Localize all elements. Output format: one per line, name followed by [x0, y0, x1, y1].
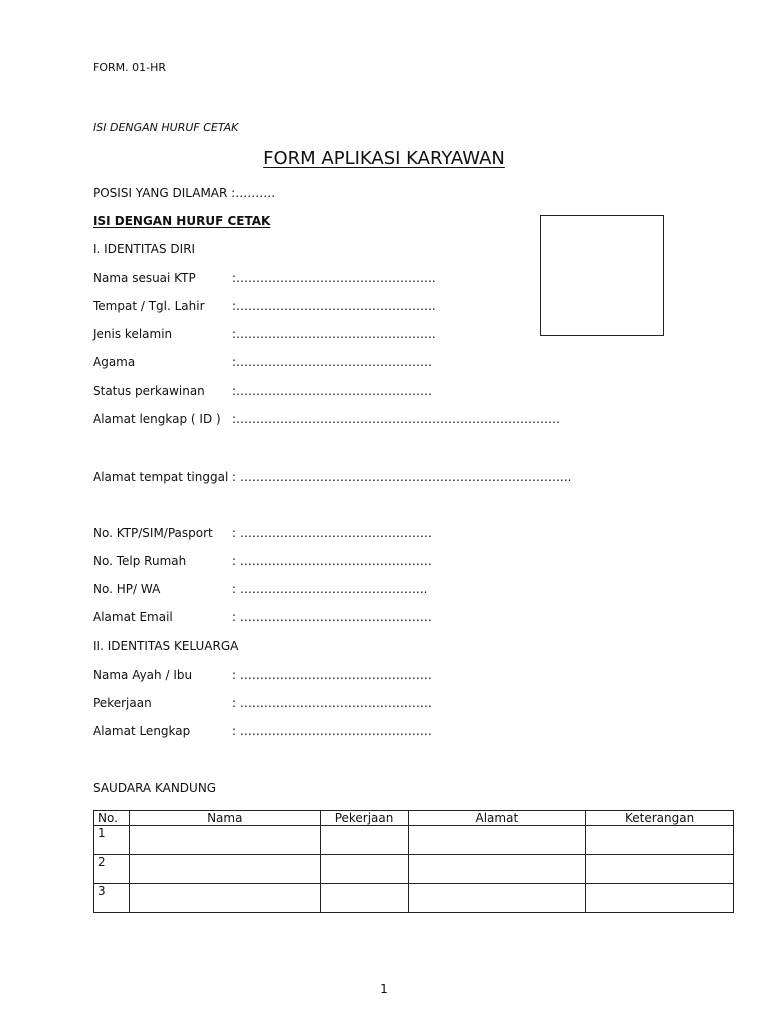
field-value-name[interactable]: :…………………………………………..	[232, 271, 436, 285]
column-header-occupation: Pekerjaan	[320, 811, 408, 826]
field-label-id-number: No. KTP/SIM/Pasport	[93, 526, 213, 540]
field-value-family-address[interactable]: : …………………………………………	[232, 724, 432, 738]
cell-notes[interactable]	[586, 855, 734, 884]
row-number: 1	[94, 826, 130, 855]
field-value-marital[interactable]: :………………………………………….	[232, 384, 432, 398]
field-value-religion[interactable]: :………………………………………….	[232, 355, 432, 369]
field-label-mobile: No. HP/ WA	[93, 582, 161, 596]
column-header-name: Nama	[129, 811, 320, 826]
cell-occupation[interactable]	[320, 826, 408, 855]
section-identity-title: I. IDENTITAS DIRI	[93, 242, 196, 256]
field-label-id-address: Alamat lengkap ( ID )	[93, 412, 221, 426]
table-row	[94, 884, 734, 913]
form-title-text: FORM APLIKASI KARYAWAN	[263, 148, 505, 169]
table-row	[94, 826, 734, 855]
instruction-subheading: ISI DENGAN HURUF CETAK	[93, 214, 271, 228]
field-value-gender[interactable]: :…………………………………………..	[232, 327, 436, 341]
column-header-address: Alamat	[408, 811, 586, 826]
field-value-occupation[interactable]: : …………………………………………	[232, 696, 432, 710]
field-value-email[interactable]: : …………………………………………	[232, 610, 432, 624]
field-value-mobile[interactable]: : ………………………………………..	[232, 582, 428, 596]
field-label-family-address: Alamat Lengkap	[93, 724, 191, 738]
column-header-notes: Keterangan	[586, 811, 734, 826]
row-number: 3	[94, 884, 130, 913]
cell-notes[interactable]	[586, 826, 734, 855]
field-label-occupation: Pekerjaan	[93, 696, 152, 710]
field-label-residence: Alamat tempat tinggal	[93, 470, 229, 484]
cell-occupation[interactable]	[320, 884, 408, 913]
instruction-note: ISI DENGAN HURUF CETAK	[93, 121, 239, 134]
cell-occupation[interactable]	[320, 855, 408, 884]
field-label-birth: Tempat / Tgl. Lahir	[93, 299, 205, 313]
cell-name[interactable]	[129, 884, 320, 913]
photo-box	[540, 215, 664, 336]
cell-address[interactable]	[408, 826, 586, 855]
form-title	[0, 148, 768, 169]
cell-address[interactable]	[408, 855, 586, 884]
field-label-gender: Jenis kelamin	[93, 327, 173, 341]
siblings-table	[93, 810, 734, 913]
field-label-marital: Status perkawinan	[93, 384, 205, 398]
row-number: 2	[94, 855, 130, 884]
column-header-no: No.	[94, 811, 130, 826]
field-label-religion: Agama	[93, 355, 136, 369]
position-applied: POSISI YANG DILAMAR :……….	[93, 186, 276, 200]
form-code: FORM. 01-HR	[93, 61, 166, 74]
field-label-email: Alamat Email	[93, 610, 173, 624]
field-value-parents[interactable]: : …………………………………………	[232, 668, 432, 682]
field-value-birth[interactable]: :…………………………………………..	[232, 299, 436, 313]
table-row	[94, 855, 734, 884]
field-value-id-number[interactable]: : …………………………………………	[232, 526, 432, 540]
section-family-title: II. IDENTITAS KELUARGA	[93, 639, 239, 653]
table-header-row	[94, 811, 734, 826]
cell-notes[interactable]	[586, 884, 734, 913]
cell-address[interactable]	[408, 884, 586, 913]
field-label-parents: Nama Ayah / Ibu	[93, 668, 193, 682]
page-number: 1	[380, 982, 388, 996]
field-label-name: Nama sesuai KTP	[93, 271, 196, 285]
cell-name[interactable]	[129, 826, 320, 855]
field-value-id-address[interactable]: :………………………………………………………………………	[232, 412, 561, 426]
siblings-title: SAUDARA KANDUNG	[93, 781, 217, 795]
field-value-residence[interactable]: : ………………………………………………………………………..	[232, 470, 572, 484]
field-value-home-phone[interactable]: : …………………………………………	[232, 554, 432, 568]
cell-name[interactable]	[129, 855, 320, 884]
field-label-home-phone: No. Telp Rumah	[93, 554, 187, 568]
